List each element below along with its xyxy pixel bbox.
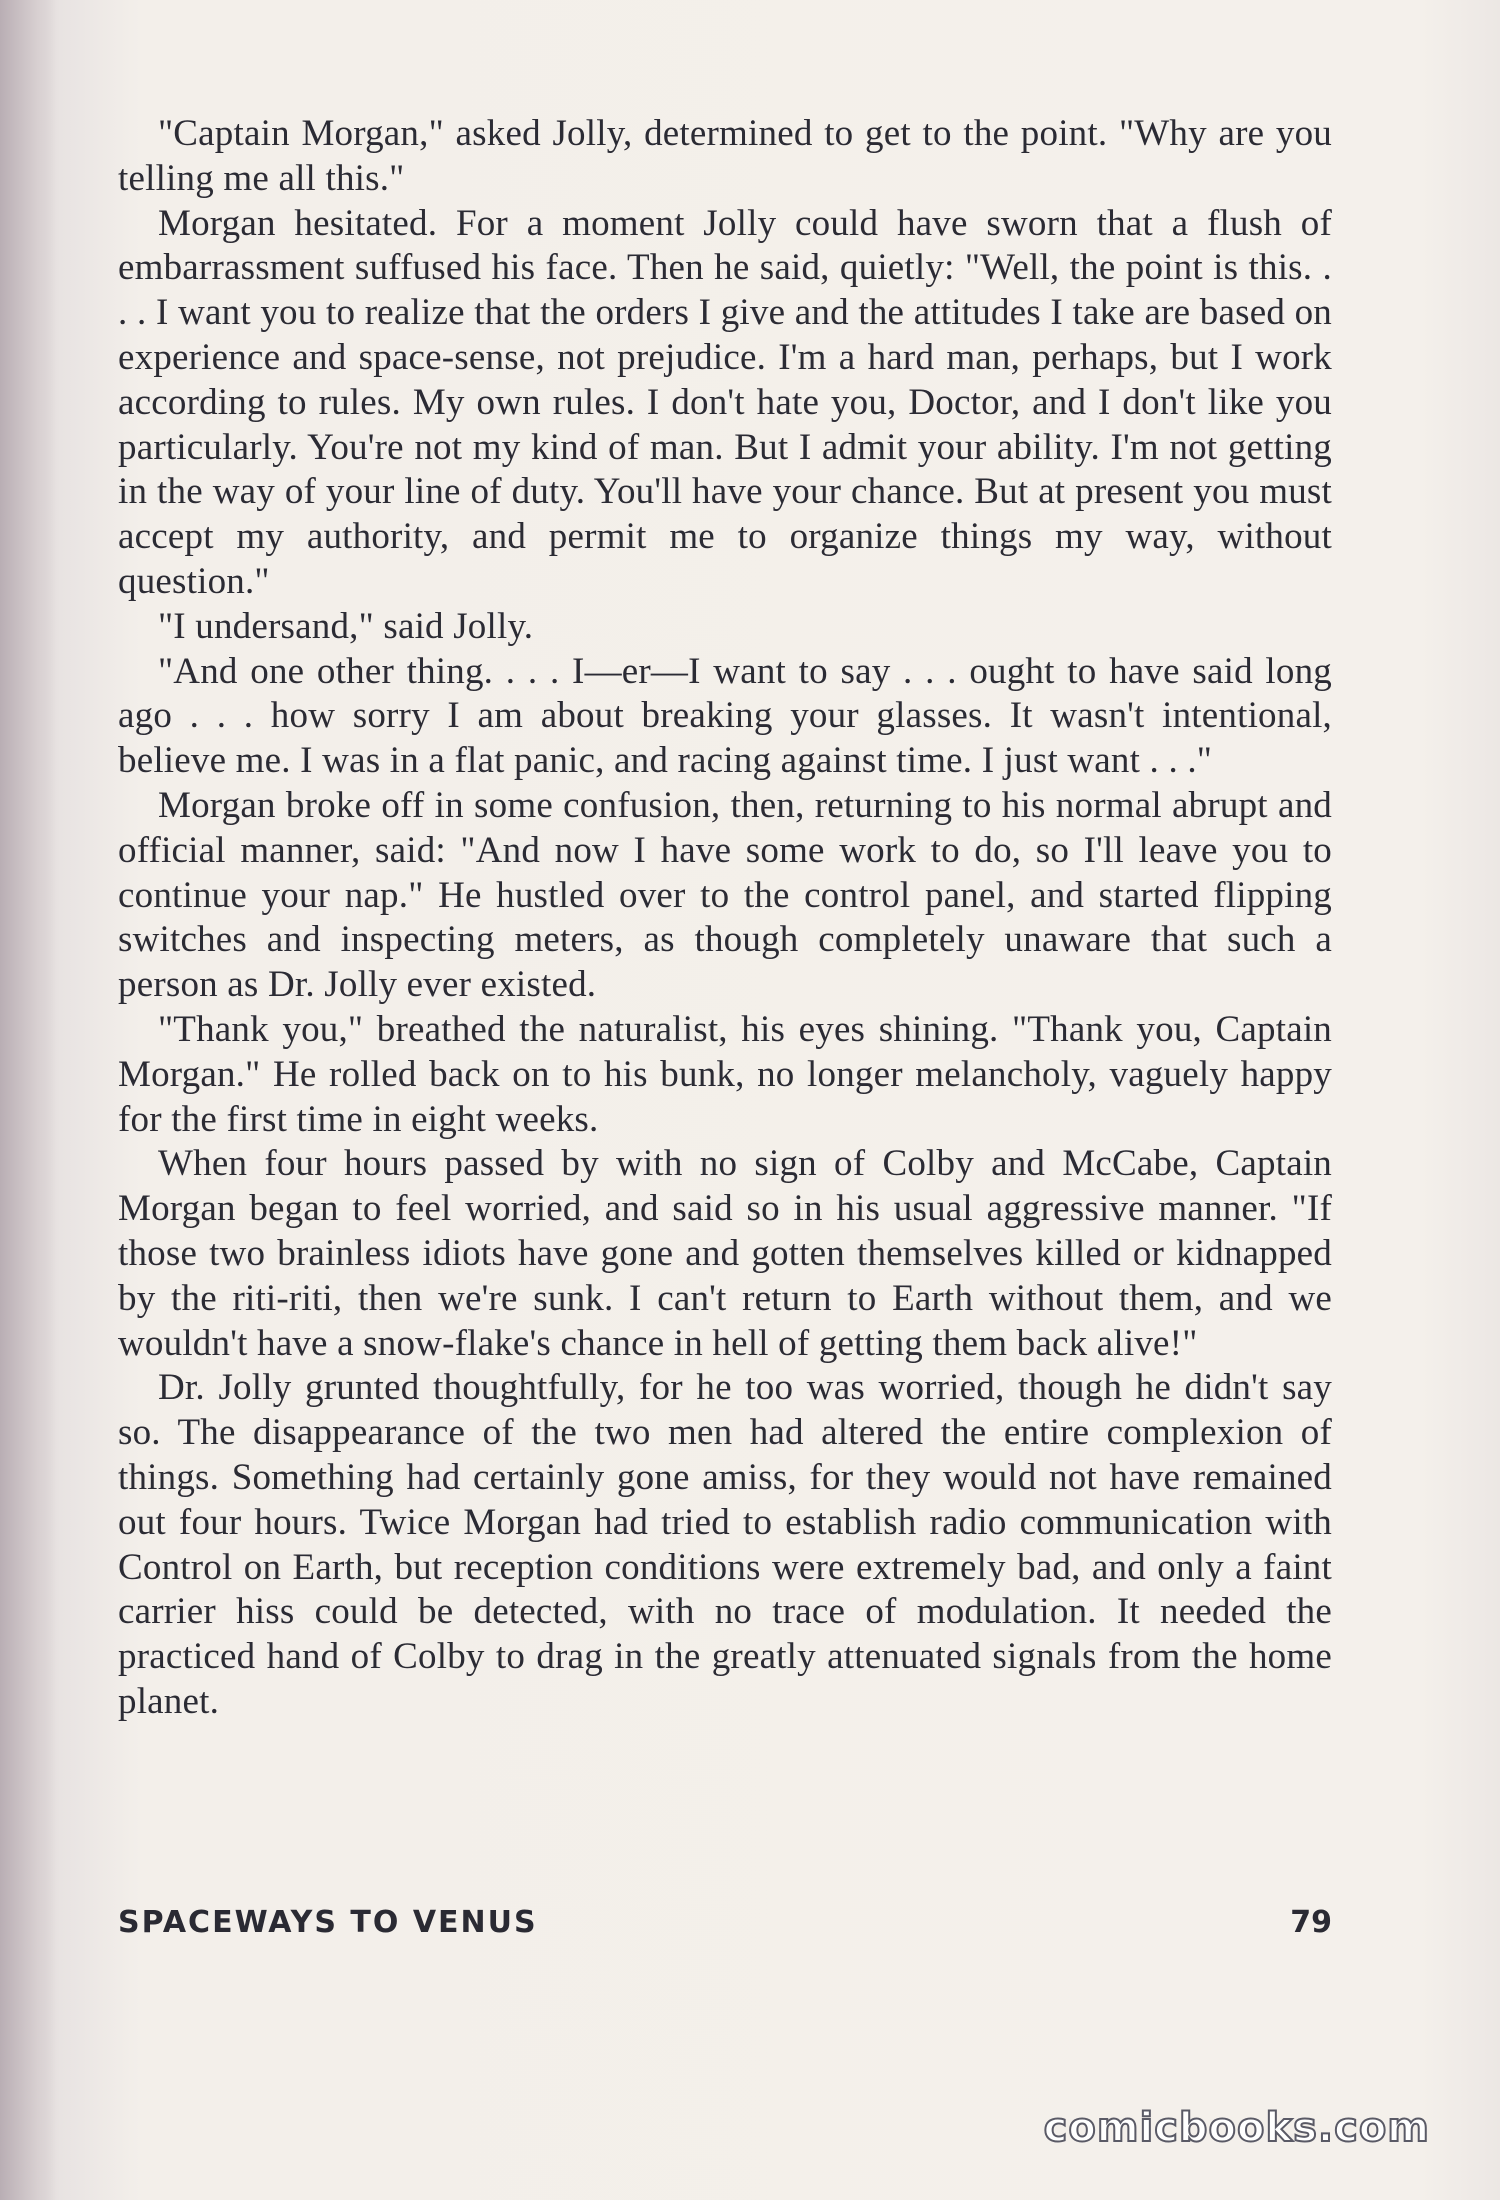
paragraph: Dr. Jolly grunted thoughtfully, for he too was worried, though he didn't say so. The disappearance of the two men had altered the entire complexion of things. Something had certainly gone amiss, for they would not have remained out four hours. Twice Morgan had tried to establish radio communication with Control on Earth, but reception conditions were extremely bad, and only a faint carrier hiss could be detected, with no trace of modulation. It needed the practiced hand of Colby to drag in the greatly attenuated signals from the home planet. <box>118 1367 1332 1722</box>
body-text <box>118 112 1332 1725</box>
paragraph: "Thank you," breathed the naturalist, his eyes shining. "Thank you, Captain Morgan." He rolled back on to his bunk, no longer melancholy, vaguely happy for the first time in eight weeks. <box>118 1008 1332 1140</box>
paragraph: "Captain Morgan," asked Jolly, determined to get to the point. "Why are you telling me all this." <box>118 113 1332 199</box>
page-number: 79 <box>1290 1905 1332 1940</box>
page-spine-shadow <box>0 0 56 2200</box>
paragraph: When four hours passed by with no sign of Colby and McCabe, Captain Morgan began to feel worried, and said so in his usual aggressive manner. "If those two brainless idiots have gone and gotten themselves killed or kidnapped by the riti-riti, then we're sunk. I can't return to Earth without them, and we wouldn't have a snow-flake's chance in hell of getting them back alive!" <box>118 1143 1332 1364</box>
paragraph: Morgan hesitated. For a moment Jolly could have sworn that a flush of embarrassment suffused his face. Then he said, quietly: "Well, the point is this. . . . I want you to realize that the orders I give and the attitudes I take are based on experience and space-sense, not prejudice. I'm a hard man, perhaps, but I work according to rules. My own rules. I don't hate you, Doctor, and I don't like you particularly. You're not my kind of man. But I admit your ability. I'm not getting in the way of your line of duty. You'll have your chance. But at present you must accept my authority, and permit me to organize things my way, without question." <box>118 202 1332 602</box>
page-footer <box>118 1905 1332 1949</box>
running-title: SPACEWAYS TO VENUS <box>118 1905 538 1940</box>
watermark-logo: comicbooks.com <box>1043 2105 1430 2151</box>
paragraph: "And one other thing. . . . I—er—I want to say . . . ought to have said long ago . . . how sorry I am about breaking your glasses. It wasn't intentional, believe me. I was in a flat panic, and racing against time. I just want . . ." <box>118 650 1332 782</box>
paragraph: Morgan broke off in some confusion, then, returning to his normal abrupt and official manner, said: "And now I have some work to do, so I'll leave you to continue your nap." He hustled over to the control panel, and started flipping switches and inspecting meters, as though completely unaware that such a person as Dr. Jolly ever existed. <box>118 784 1332 1006</box>
paragraph: "I undersand," said Jolly. <box>158 605 534 647</box>
